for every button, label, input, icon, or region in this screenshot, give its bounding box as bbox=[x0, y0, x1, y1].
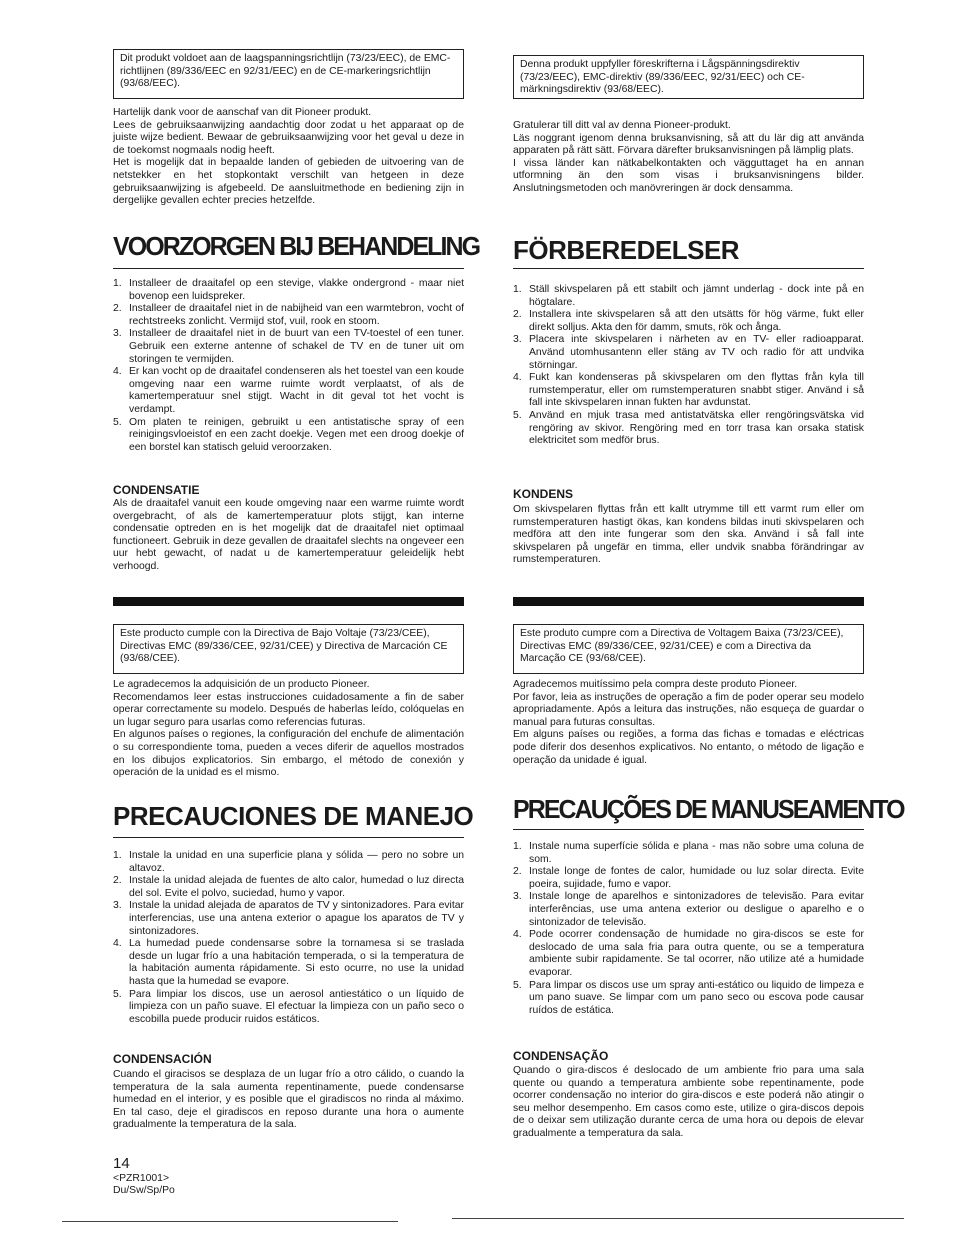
list-item: 3. Installeer de draaitafel niet in de buurt van een TV-toestel of een tuner. Gebruik een externe antenne of schakel de TV en de tuner uit om storingen te vermijden. bbox=[113, 328, 464, 365]
list-item: 3. Placera inte skivspelaren i närheten av en TV- eller radioapparat. Använd utomhusantenn eller stäng av TV och radio för att undvika störningar. bbox=[513, 334, 864, 371]
pt-condensation-heading: CONDENSAÇÃO bbox=[513, 1049, 609, 1063]
sv-section-title: FÖRBEREDELSER bbox=[513, 235, 740, 265]
list-item: 5. Om platen te reinigen, gebruikt u een antistatische spray of een reinigingsvloeistof en een zacht doekje. Vegen met een droog doekje of een borstel kan statisch geluid veroorzaken. bbox=[113, 416, 464, 453]
es-intro-line: Le agradecemos la adquisición de un producto Pioneer. bbox=[113, 679, 370, 690]
es-intro-line: En algunos países o regiones, la configuración del enchufe de alimentación o su correspondiente toma, pueden a veces diferir de aquellos mostrados en los dibujos explicatorios. Sin embargo, el método de conexión y operación de la unidad es el mismo. bbox=[113, 729, 464, 779]
es-compliance-text: Este producto cumple con la Directiva de Bajo Voltaje (73/23/CEE), Directivas EMC (89/336/CEE, 92/31/CEE) y Directiva de Marcación CE (93/68/CEE). bbox=[120, 628, 448, 665]
nl-intro-line: Hartelijk dank voor de aanschaf van dit Pioneer produkt. bbox=[113, 107, 372, 118]
sv-section-divider bbox=[513, 597, 864, 606]
list-item: 3. Instale longe de aparelhos e sintonizadores de televisão. Para evitar interferências, use uma antena exterior ou desligue o aparelho e o sintonizador de televisão. bbox=[513, 891, 864, 928]
nl-intro bbox=[113, 107, 464, 208]
pt-intro bbox=[513, 679, 864, 767]
list-item: 1. Instale numa superfície sólida e plana - mas não sobre uma coluna de som. bbox=[513, 841, 864, 865]
nl-title-rule bbox=[113, 268, 464, 269]
sv-intro-line: Läs noggrant igenom denna bruksanvisning, så att du lär dig att använda apparaten på rätt sätt. Förvara därefter bruksanvisningen på lämplig plats. bbox=[513, 132, 864, 157]
list-item: 2. Installeer de draaitafel niet in de nabijheid van een warmtebron, vocht of rechtstreeks zonlicht. Vermijd stof, vuil, rook en stoom. bbox=[113, 303, 464, 327]
nl-intro-line: Het is mogelijk dat in bepaalde landen of gebieden de uitvoering van de netstekker en het stopkontakt verschilt van hetgeen in deze gebruiksaanwijzing is afgebeeld. De aansluitmethode en bediening zijn in dergelijke gevallen echter precies hetzelfde. bbox=[113, 157, 464, 207]
footer-rule-right bbox=[452, 1218, 904, 1219]
pt-intro-line: Em alguns países ou regiões, a forma das fichas e tomadas e eléctricas pode diferir dos desenhos explicativos. No entanto, o método de ligação e operação da unidade é igual. bbox=[513, 729, 864, 766]
es-compliance-notice bbox=[113, 624, 464, 674]
list-item: 2. Instale la unidad alejada de fuentes de alto calor, humedad o luz directa del sol. Evite el polvo, suciedad, humo y vapor. bbox=[113, 875, 464, 899]
nl-section-divider bbox=[113, 597, 464, 606]
list-item: 3. Instale la unidad alejada de aparatos de TV y sintonizadores. Para evitar interferencias, use una antena exterior o apague los aparatos de TV y sintonizadores. bbox=[113, 900, 464, 937]
nl-compliance-text: Dit produkt voldoet aan de laagspanningsrichtlijn (73/23/EEC), de EMC-richtlijnen (89/336/EEC en 92/31/EEC) en de CE-markeringsrichtlijn (93/68/EEC). bbox=[120, 53, 451, 90]
es-title-rule bbox=[113, 837, 464, 838]
list-item: 4. Er kan vocht op de draaitafel condenseren als het toestel van een koude omgeving naar een warme ruimte wordt verplaatst, of als de kamertemperatuur snel stijgt. Wacht in dit geval tot het vocht is verdampt. bbox=[113, 366, 464, 415]
pt-compliance-text: Este produto cumpre com a Directiva de Voltagem Baixa (73/23/CEE), Directivas EMC (89/336/CEE, 92/31/CEE) e com a Directiva da Marcação CE (93/68/CEE). bbox=[520, 628, 844, 665]
es-condensation-heading: CONDENSACIÓN bbox=[113, 1052, 212, 1066]
list-item: 1. Instale la unidad en una superficie plana y sólida — pero no sobre un altavoz. bbox=[113, 850, 464, 874]
list-item: 4. Pode ocorrer condensação de humidade no gira-discos se este for deslocado de uma sala fria para outra quente, ou se a temperatura ambiente subir rapidamente. Se tal ocorrer, não utilize até a humidade evaporar. bbox=[513, 929, 864, 978]
pt-compliance-notice bbox=[513, 624, 864, 674]
es-intro bbox=[113, 679, 464, 780]
pt-condensation-text: Quando o gira-discos é deslocado de um ambiente frio para uma sala quente ou quando a temperatura ambiente sobe repentinamente, pode ocorrer condensação no interior do gira-discos e este poderá não atingir o seu melhor desempenho. Em casos como este, utilize o gira-discos depois de o deixar sem utilização durante cerca de uma hora ou depois de elevar gradualmente a temperatura da sala. bbox=[513, 1065, 864, 1139]
es-intro-line: Recomendamos leer estas instrucciones cuidadosamente a fin de saber operar correctamente su modelo. Después de haberlas leído, colóquelas en un lugar seguro para usarlas como referencias futuras. bbox=[113, 691, 464, 728]
sv-condensation-text: Om skivspelaren flyttas från ett kallt utrymme till ett varmt rum eller om rumstemperaturen hastigt ökas, kan kondens bildas inuti skivspelaren och medföra att den inte fungerar som den ska. Använd i så fall inte skivspelaren på ungefär en timma, eller undvik snabba förändringar av rumstemperaturen. bbox=[513, 504, 864, 566]
pt-section-title: PRECAUÇÕES DE MANUSEAMENTO bbox=[513, 794, 904, 824]
es-precaution-list bbox=[113, 850, 464, 1026]
es-condensation-text: Cuando el giracisos se desplaza de un lugar frío a otro cálido, o cuando la temperatura de la sala aumenta repentinamente, puede condensarse humedad en el interior, y es posible que el giradiscos no rinda al máximo. En tal caso, deje el giradiscos en reposo durante una hora o aumente gradualmente la temperatura de la sala. bbox=[113, 1069, 464, 1131]
sv-condensation-heading: KONDENS bbox=[513, 487, 574, 501]
list-item: 1. Ställ skivspelaren på ett stabilt och jämnt underlag - dock inte på en högtalare. bbox=[513, 284, 864, 308]
sv-title-rule bbox=[513, 268, 864, 269]
footer-rule-left bbox=[62, 1221, 398, 1222]
nl-section-title: VOORZORGEN BIJ BEHANDELING bbox=[113, 231, 480, 261]
pt-precaution-list bbox=[513, 841, 864, 1017]
sv-compliance-notice bbox=[513, 55, 864, 99]
page-footer bbox=[113, 1155, 175, 1197]
list-item: 4. La humedad puede condensarse sobre la tornamesa si se traslada desde un lugar frío a una habitación temperada, o si la temperatura de la habitación aumenta rápidamente. Si esto ocurre, no use la unidad hasta que la humedad se evapore. bbox=[113, 938, 464, 987]
es-section-title: PRECAUCIONES DE MANEJO bbox=[113, 801, 474, 831]
nl-condensation-heading: CONDENSATIE bbox=[113, 483, 200, 497]
nl-precaution-list bbox=[113, 278, 464, 454]
sv-intro-line: Gratulerar till ditt val av denna Pioneer-produkt. bbox=[513, 120, 731, 131]
list-item: 2. Installera inte skivspelaren så att den utsätts för hög värme, fukt eller direkt solljus. Akta den för damm, smuts, rök och ånga. bbox=[513, 309, 864, 333]
sv-intro bbox=[513, 120, 864, 196]
sv-compliance-text: Denna produkt uppfyller föreskrifterna i Lågspänningsdirektiv (73/23/EEC), EMC-direktiv (89/336/EEC, 92/31/EEC) och CE-märkningsdirektiv (93/68/EEC). bbox=[520, 59, 805, 96]
nl-intro-line: Lees de gebruiksaanwijzing aandachtig door zodat u het apparaat op de juiste wijze bedient. Bewaar de gebruiksaanwijzing voor het geval u deze in de toekomst nogmaals nodig heeft. bbox=[113, 119, 464, 156]
sv-intro-line: I vissa länder kan nätkabelkontakten och vägguttaget ha en annan utformning än den som visas i bruksanvisningens bilder. Anslutningsmetoden och manövreringen är dock densamma. bbox=[513, 157, 864, 194]
list-item: 5. Använd en mjuk trasa med antistatvätska eller rengöringsvätska vid rengöring av skivor. Rengöring med en torr trasa kan orsaka statisk elektricitet som medför brus. bbox=[513, 409, 864, 447]
pt-title-rule bbox=[513, 829, 864, 830]
language-codes: Du/Sw/Sp/Po bbox=[113, 1185, 175, 1196]
pt-intro-line: Por favor, leia as instruções de operação a fim de poder operar seu modelo apropriadamente. Após a leitura das instruções, não esqueça de guardar o manual para futuras consultas. bbox=[513, 691, 864, 728]
list-item: 5. Para limpiar los discos, use un aerosol antiestático o un líquido de limpieza con un paño suave. El efectuar la limpieza con un paño seco o escobilla puede producir ruidos estáticos. bbox=[113, 988, 464, 1025]
list-item: 1. Installeer de draaitafel op een stevige, vlakke ondergrond - maar niet bovenop een luidspreker. bbox=[113, 278, 464, 302]
sv-precaution-list bbox=[513, 284, 864, 448]
nl-compliance-notice bbox=[113, 49, 464, 99]
list-item: 2. Instale longe de fontes de calor, humidade ou luz solar directa. Evite poeira, sujidade, fumo e vapor. bbox=[513, 866, 864, 890]
page-number: 14 bbox=[113, 1155, 130, 1172]
model-code: <PZR1001> bbox=[113, 1173, 170, 1184]
nl-condensation-text: Als de draaitafel vanuit een koude omgeving naar een warme ruimte wordt overgebracht, of als de kamertemperatuur plots stijgt, kan interne condensatie optreden en is het mogelijk dat de draaitafel niet optimaal functioneert. Gebruik in deze gevallen de draaitafel slechts na ongeveer een uur hebt gewacht, of nadat u de kamertemperatuur geleidelijk hebt verhoogd. bbox=[113, 498, 464, 572]
list-item: 4. Fukt kan kondenseras på skivspelaren om den flyttas från kyla till rumstemperatur, eller om rumstemperaturen snabbt stiger. Använd i så fall inte skivspelaren innan fukten har avdunstat. bbox=[513, 372, 864, 409]
pt-intro-line: Agradecemos muitíssimo pela compra deste produto Pioneer. bbox=[513, 679, 798, 690]
list-item: 5. Para limpar os discos use um spray anti-estático ou liquido de limpeza e um pano suave. Se limpar com um pano seco ou escova pode causar ruídos de estática. bbox=[513, 979, 864, 1016]
